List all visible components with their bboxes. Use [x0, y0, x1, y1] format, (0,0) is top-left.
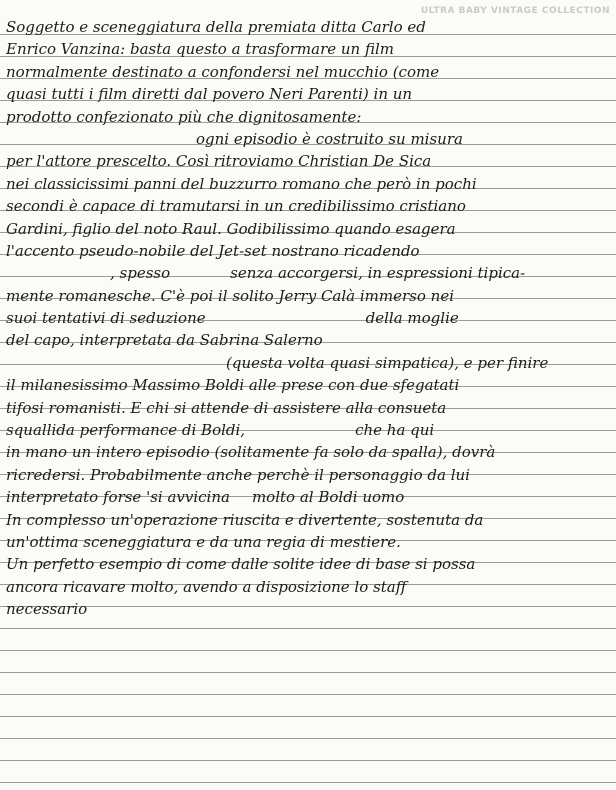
- text-line-17: [6, 374, 612, 396]
- line-text: , spesso: [110, 264, 171, 283]
- line-text: (questa volta quasi simpatica), e per finire: [226, 353, 549, 372]
- blank-gap: [245, 419, 355, 441]
- line-text: un'ottima sceneggiatura e da una regia di mestiere.: [6, 532, 401, 551]
- line-text: il milanesissimo Massimo Boldi alle prese con due sfegatati: [6, 376, 460, 395]
- text-line-23: [6, 509, 612, 531]
- text-line-26: [6, 576, 612, 598]
- text-line-19: [6, 419, 612, 441]
- line-text: Gardini, figlio del noto Raul. Godibilissimo quando esagera: [6, 219, 456, 238]
- blank-gap: [230, 486, 252, 508]
- line-text: senza accorgersi, in espressioni tipica-: [230, 264, 526, 283]
- text-line-11: [6, 240, 612, 262]
- line-text: ricredersi. Probabilmente anche perchè il personaggio da lui: [6, 465, 470, 484]
- line-text: interpretato forse 'si avvicina: [6, 488, 230, 507]
- text-line-15: [6, 329, 612, 351]
- line-text: ogni episodio è costruito su misura: [196, 129, 463, 148]
- text-line-21: [6, 464, 612, 486]
- text-line-8: [6, 173, 612, 195]
- text-line-5: [6, 106, 612, 128]
- line-text: che ha qui: [355, 421, 435, 440]
- text-line-4: [6, 83, 612, 105]
- text-line-14: [6, 307, 612, 329]
- blank-gap: [206, 307, 366, 329]
- line-text: In complesso un'operazione riuscita e divertente, sostenuta da: [6, 510, 484, 529]
- line-text: tifosi romanisti. E chi si attende di assistere alla consueta: [6, 398, 447, 417]
- text-line-20: [6, 441, 612, 463]
- line-text: mente romanesche. C'è poi il solito Jerry Calà immerso nei: [6, 286, 454, 305]
- text-line-25: [6, 553, 612, 575]
- text-line-2: [6, 38, 612, 60]
- text-line-7: [6, 150, 612, 172]
- text-line-9: [6, 195, 612, 217]
- handwritten-text-block: [6, 16, 612, 621]
- text-line-22: [6, 486, 612, 508]
- text-line-12: [6, 262, 612, 284]
- line-text: ancora ricavare molto, avendo a disposizione lo staff: [6, 577, 407, 596]
- line-text: nei classicissimi panni del buzzurro romano che però in pochi: [6, 174, 477, 193]
- line-text: del capo, interpretata da Sabrina Salerno: [6, 331, 323, 350]
- text-line-27: [6, 598, 612, 620]
- line-text: squallida performance di Boldi,: [6, 421, 246, 440]
- line-text: normalmente destinato a confondersi nel mucchio (come: [6, 62, 440, 81]
- line-text: in mano un intero episodio (solitamente fa solo da spalla), dovrà: [6, 443, 496, 462]
- line-text: della moglie: [365, 309, 459, 328]
- text-line-16: [6, 352, 612, 374]
- text-line-1: [6, 16, 612, 38]
- line-text: per l'attore prescelto. Così ritroviamo Christian De Sica: [6, 152, 432, 171]
- line-text: secondi è capace di tramutarsi in un credibilissimo cristiano: [6, 197, 466, 216]
- text-line-13: [6, 285, 612, 307]
- text-line-24: [6, 531, 612, 553]
- line-text: molto al Boldi uomo: [251, 488, 405, 507]
- text-line-18: [6, 397, 612, 419]
- line-text: quasi tutti i film diretti dal povero Neri Parenti) in un: [6, 85, 413, 104]
- line-text: Soggetto e sceneggiatura della premiata ditta Carlo ed: [6, 18, 426, 36]
- line-text: Un perfetto esempio di come dalle solite idee di base si possa: [6, 555, 476, 574]
- line-text: suoi tentativi di seduzione: [6, 309, 206, 328]
- line-text: l'accento pseudo-nobile del Jet-set nostrano ricadendo: [6, 241, 420, 260]
- line-text: Enrico Vanzina: basta questo a trasformare un film: [6, 40, 395, 59]
- text-line-3: [6, 61, 612, 83]
- blank-gap: [170, 262, 230, 284]
- watermark: ULTRA BABY VINTAGE COLLECTION: [420, 6, 610, 16]
- text-line-10: [6, 218, 612, 240]
- text-line-6: [6, 128, 612, 150]
- line-text: necessario: [6, 600, 88, 619]
- line-text: prodotto confezionato più che dignitosamente:: [6, 107, 362, 126]
